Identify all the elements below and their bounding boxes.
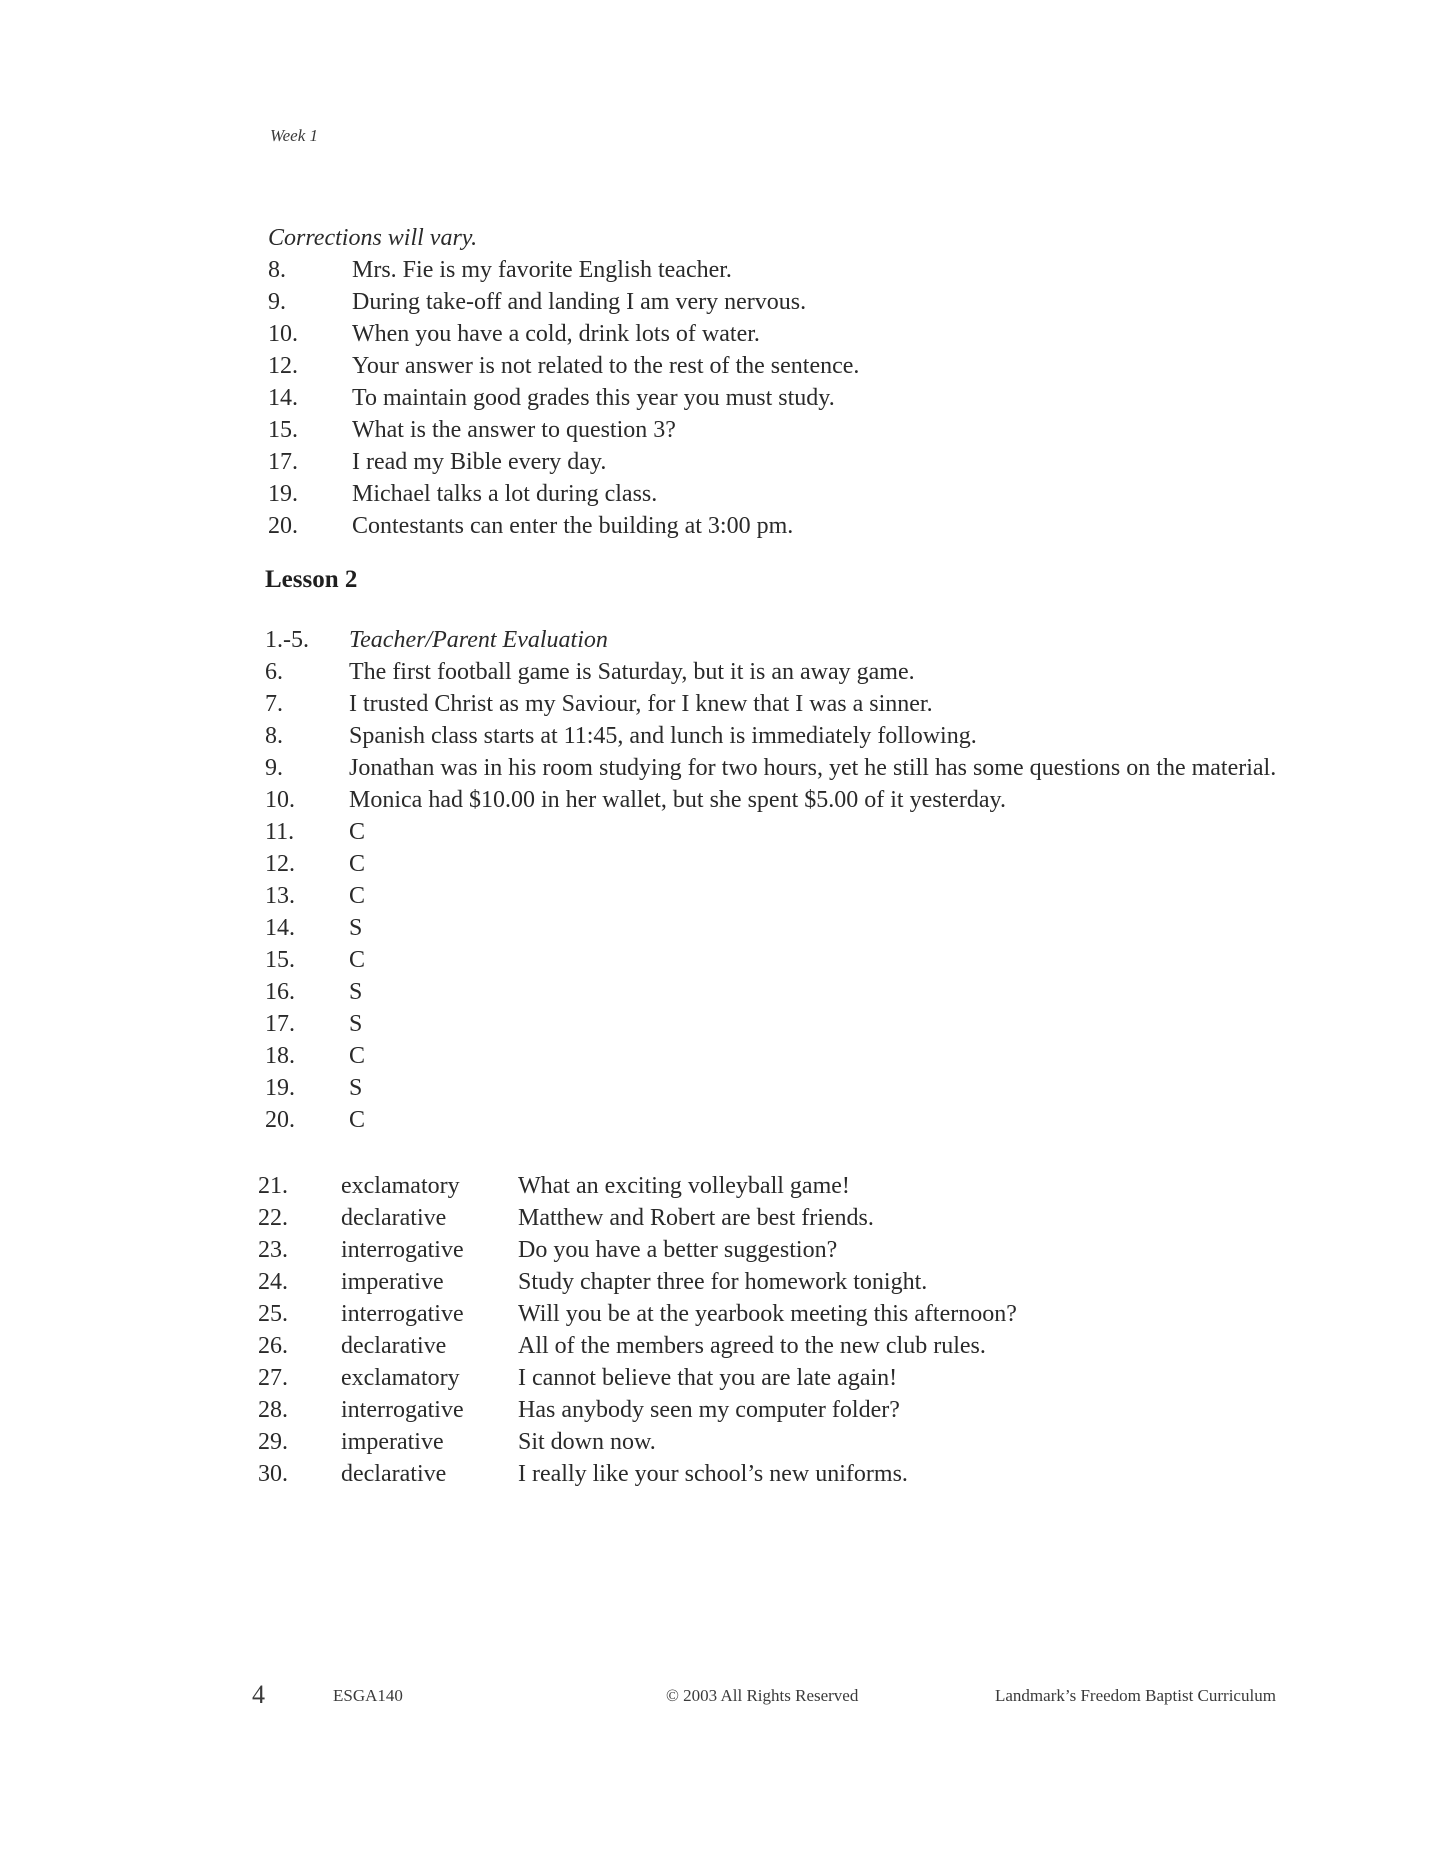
item-number: 17.: [268, 449, 298, 475]
answer-row: [268, 318, 1268, 350]
answer-row: [268, 510, 1268, 542]
item-text: What is the answer to question 3?: [352, 417, 676, 443]
sentence-text: All of the members agreed to the new club rules.: [518, 1333, 986, 1359]
sentence-type: interrogative: [341, 1397, 464, 1423]
item-number: 16.: [265, 979, 295, 1005]
copyright-notice: © 2003 All Rights Reserved: [666, 1686, 859, 1705]
item-text: Your answer is not related to the rest of the sentence.: [352, 353, 860, 379]
item-number: 15.: [268, 417, 298, 443]
sentence-text: What an exciting volleyball game!: [518, 1173, 850, 1199]
item-text: C: [349, 819, 366, 845]
answer-row: [265, 816, 1305, 848]
publisher-name: Landmark’s Freedom Baptist Curriculum: [995, 1686, 1276, 1705]
sentence-text: Matthew and Robert are best friends.: [518, 1205, 874, 1231]
item-text: The first football game is Saturday, but it is an away game.: [349, 659, 915, 685]
sentence-row: [258, 1458, 1258, 1490]
item-text: S: [349, 979, 363, 1005]
sentence-type: interrogative: [341, 1301, 464, 1327]
item-number: 13.: [265, 883, 295, 909]
sentence-type: interrogative: [341, 1237, 464, 1263]
sentence-type: imperative: [341, 1269, 444, 1295]
answer-row: [265, 1072, 1305, 1104]
item-number: 28.: [258, 1397, 288, 1423]
sentence-text: Study chapter three for homework tonight.: [518, 1269, 928, 1295]
item-number: 17.: [265, 1011, 295, 1037]
sentence-type: exclamatory: [341, 1173, 460, 1199]
answer-row: [265, 720, 1305, 752]
answer-row: [265, 880, 1305, 912]
answer-row: [265, 784, 1305, 816]
sentence-row: [258, 1234, 1258, 1266]
sentence-row: [258, 1330, 1258, 1362]
item-number: 23.: [258, 1237, 288, 1263]
answer-row: [268, 286, 1268, 318]
item-number: 21.: [258, 1173, 288, 1199]
item-number: 7.: [265, 691, 283, 717]
item-number: 12.: [265, 851, 295, 877]
item-number: 26.: [258, 1333, 288, 1359]
sentence-text: I cannot believe that you are late again!: [518, 1365, 898, 1391]
item-text: I trusted Christ as my Saviour, for I knew that I was a sinner.: [349, 691, 933, 717]
corrections-section: [268, 222, 1268, 542]
sentence-type: imperative: [341, 1429, 444, 1455]
item-text: I read my Bible every day.: [352, 449, 607, 475]
sentence-text: Sit down now.: [518, 1429, 656, 1455]
sentence-text: Will you be at the yearbook meeting this afternoon?: [518, 1301, 1017, 1327]
item-number: 22.: [258, 1205, 288, 1231]
item-number: 12.: [268, 353, 298, 379]
item-number: 9.: [268, 289, 286, 315]
answer-row: [265, 656, 1305, 688]
item-text: During take-off and landing I am very nervous.: [352, 289, 807, 315]
item-text: C: [349, 851, 366, 877]
sentence-types: [258, 1170, 1258, 1490]
item-number: 29.: [258, 1429, 288, 1455]
item-text: Monica had $10.00 in her wallet, but she spent $5.00 of it yesterday.: [349, 787, 1006, 813]
item-text: C: [349, 1043, 366, 1069]
answer-row: [268, 350, 1268, 382]
item-number: 11.: [265, 819, 295, 845]
sentence-type: declarative: [341, 1205, 447, 1231]
item-text: Mrs. Fie is my favorite English teacher.: [352, 257, 732, 283]
sentence-type: exclamatory: [341, 1365, 460, 1391]
item-text: Michael talks a lot during class.: [352, 481, 658, 507]
sentence-row: [258, 1298, 1258, 1330]
answer-row: [268, 382, 1268, 414]
sentence-row: [258, 1170, 1258, 1202]
sentence-text: I really like your school’s new uniforms.: [518, 1461, 908, 1487]
item-text: S: [349, 1011, 363, 1037]
item-number: 10.: [268, 321, 298, 347]
item-number: 8.: [268, 257, 286, 283]
answer-row: [265, 1008, 1305, 1040]
item-text: Contestants can enter the building at 3:00 pm.: [352, 513, 794, 539]
item-number: 1.-5.: [265, 627, 309, 653]
sentence-row: [258, 1202, 1258, 1234]
item-text: C: [349, 883, 366, 909]
item-text: S: [349, 915, 363, 941]
item-number: 20.: [268, 513, 298, 539]
item-number: 14.: [265, 915, 295, 941]
item-number: 19.: [268, 481, 298, 507]
item-text: S: [349, 1075, 363, 1101]
item-number: 14.: [268, 385, 298, 411]
item-number: 19.: [265, 1075, 295, 1101]
answer-row: [265, 688, 1305, 720]
item-number: 24.: [258, 1269, 288, 1295]
answer-row: [265, 976, 1305, 1008]
item-text: Teacher/Parent Evaluation: [349, 627, 608, 653]
item-number: 27.: [258, 1365, 288, 1391]
item-text: To maintain good grades this year you must study.: [352, 385, 835, 411]
corrections-note: Corrections will vary.: [268, 225, 478, 251]
sentence-text: Do you have a better suggestion?: [518, 1237, 838, 1263]
item-number: 8.: [265, 723, 283, 749]
answer-row: [268, 478, 1268, 510]
item-text: C: [349, 1107, 366, 1133]
course-code: ESGA140: [333, 1686, 403, 1705]
lesson-heading: Lesson 2: [265, 566, 358, 593]
answer-row: [265, 1104, 1305, 1136]
item-text: When you have a cold, drink lots of water.: [352, 321, 760, 347]
item-text: Jonathan was in his room studying for two hours, yet he still has some questions on the material.: [349, 755, 1277, 781]
running-header: Week 1: [270, 126, 318, 145]
item-number: 6.: [265, 659, 283, 685]
item-number: 30.: [258, 1461, 288, 1487]
answer-row: [265, 624, 1305, 656]
answer-row: [268, 446, 1268, 478]
item-number: 9.: [265, 755, 283, 781]
item-number: 20.: [265, 1107, 295, 1133]
item-text: Spanish class starts at 11:45, and lunch is immediately following.: [349, 723, 977, 749]
answer-row: [265, 912, 1305, 944]
page-number: 4: [252, 1680, 265, 1709]
sentence-text: Has anybody seen my computer folder?: [518, 1397, 900, 1423]
sentence-type: declarative: [341, 1333, 447, 1359]
item-text: C: [349, 947, 366, 973]
sentence-row: [258, 1394, 1258, 1426]
item-number: 10.: [265, 787, 295, 813]
sentence-row: [258, 1266, 1258, 1298]
answer-row: [265, 1040, 1305, 1072]
answer-row: [265, 944, 1305, 976]
item-number: 25.: [258, 1301, 288, 1327]
sentence-row: [258, 1362, 1258, 1394]
answer-row: [265, 848, 1305, 880]
answer-row: [268, 414, 1268, 446]
lesson2-answers: [265, 624, 1305, 1136]
sentence-row: [258, 1426, 1258, 1458]
item-number: 18.: [265, 1043, 295, 1069]
sentence-type: declarative: [341, 1461, 447, 1487]
item-number: 15.: [265, 947, 295, 973]
answer-row: [268, 254, 1268, 286]
answer-row: [265, 752, 1305, 784]
